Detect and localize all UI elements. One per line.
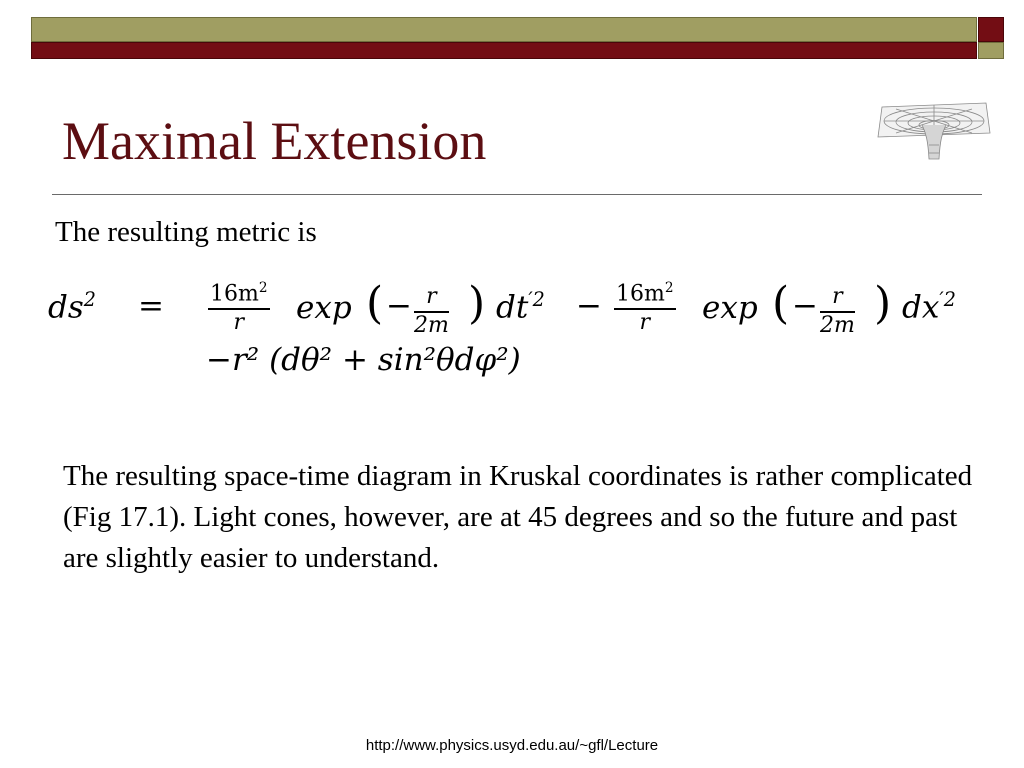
intro-text: The resulting metric is xyxy=(55,216,317,248)
top-olive-bar xyxy=(31,17,977,42)
eq-dx: $dx^{'2}$ xyxy=(902,288,956,326)
eq-lhs: $ds^2$ xyxy=(48,288,96,326)
corner-olive-square xyxy=(978,42,1004,59)
eq-term2-inner-fraction: r 2m xyxy=(820,284,855,338)
eq-angular-term: −r² (dθ² + sin²θdφ²) xyxy=(206,342,521,378)
slide-title: Maximal Extension xyxy=(62,111,487,171)
eq-term2-exp: exp xyxy=(702,290,758,326)
title-divider xyxy=(52,194,982,195)
metric-equation xyxy=(48,272,988,392)
eq-minus: − xyxy=(576,288,602,324)
eq-term1-inner-fraction: r 2m xyxy=(414,284,449,338)
top-maroon-bar xyxy=(31,42,977,59)
eq-term2-paren-open: ( xyxy=(772,278,790,329)
body-paragraph: The resulting space-time diagram in Kruskal coordinates is rather complicated (Fig 17.1). Light cones, however, are at 45 degrees and so the future and past are slightly easier to understand. xyxy=(63,460,973,574)
corner-maroon-square xyxy=(978,17,1004,42)
wormhole-funnel-icon xyxy=(874,97,994,167)
eq-term2-minus: − xyxy=(792,288,818,324)
eq-term1-exp: exp xyxy=(296,290,352,326)
eq-term2-coefficient: $16m^2$ r xyxy=(616,280,674,335)
eq-equals: = xyxy=(138,288,164,324)
eq-term2-paren-close: ) xyxy=(874,278,892,329)
eq-term1-paren-close: ) xyxy=(468,278,486,329)
eq-dt: $dt^{'2}$ xyxy=(496,288,545,326)
eq-term1-coefficient: $16m^2$ r xyxy=(210,280,268,335)
eq-term1-minus: − xyxy=(386,288,412,324)
eq-term1-paren-open: ( xyxy=(366,278,384,329)
footer-url: http://www.physics.usyd.edu.au/~gfl/Lecture xyxy=(365,737,659,754)
